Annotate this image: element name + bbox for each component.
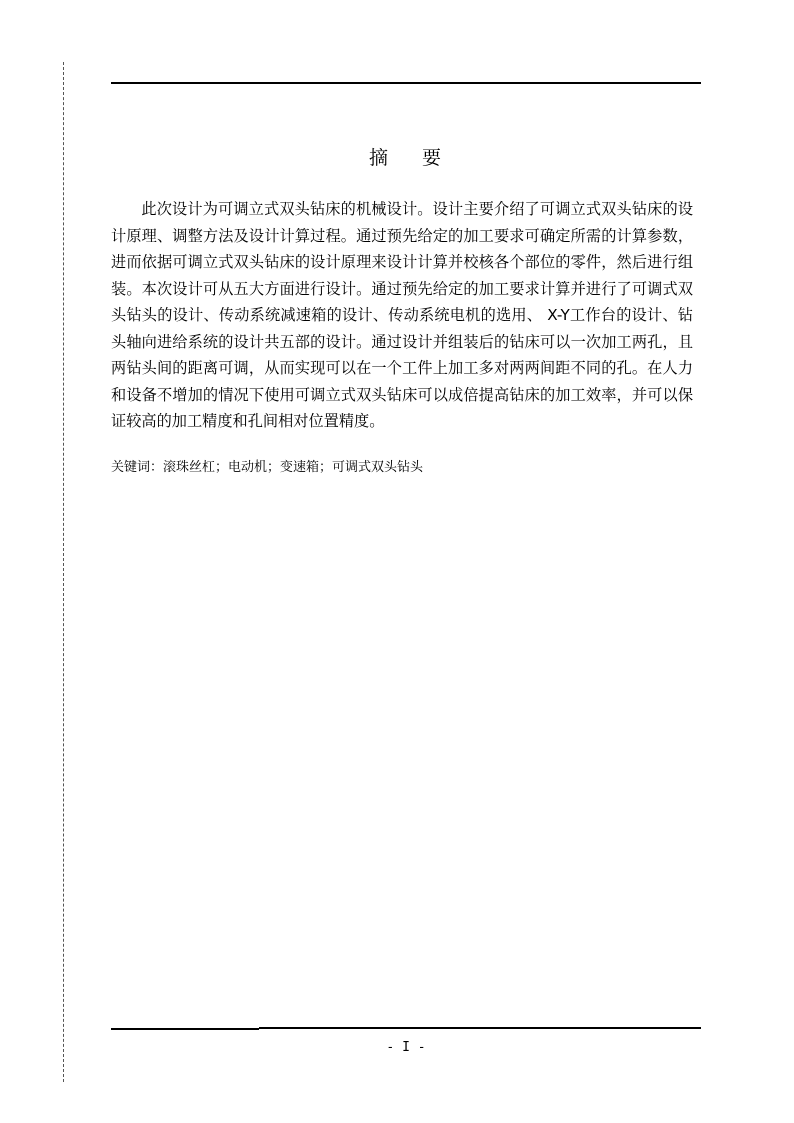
footer-rule-right: [259, 1027, 701, 1029]
page-title: [111, 143, 701, 170]
keywords-line: 关键词：滚珠丝杠；电动机；变速箱；可调式双头钻头: [111, 460, 424, 475]
title-char-2: 要: [422, 147, 444, 169]
title-char-1: 摘: [368, 147, 390, 169]
footer-rule-left: [111, 1028, 259, 1030]
page-number: - I -: [386, 1040, 426, 1055]
abstract-paragraph: 此次设计为可调立式双头钻床的机械设计。设计主要介绍了可调立式双头钻床的设计原理、调整方法及设计计算过程。通过预先给定的加工要求可确定所需的计算参数，进而依据可调立式双头钻床的设计原理来设计计算并校核各个部位的零件，然后进行组装。本次设计可从五大方面进行设计。通过预先给定的加工要求计算并进行了可调式双头钻头的设计、传动系统减速箱的设计、传动系统电机的选用、 X-Y工作台的设计、钻头轴向进给系统的设计共五部的设计。通过设计并组装后的钻床可以一次加工两孔，且两钻头间的距离可调，从而实现可以在一个工件上加工多对两两间距不同的孔。在人力和设备不增加的情况下使用可调立式双头钻床可以成倍提高钻床的加工效率，并可以保证较高的加工精度和孔间相对位置精度。: [111, 200, 693, 430]
header-rule: [111, 82, 701, 84]
binding-margin-line: [63, 62, 64, 1082]
